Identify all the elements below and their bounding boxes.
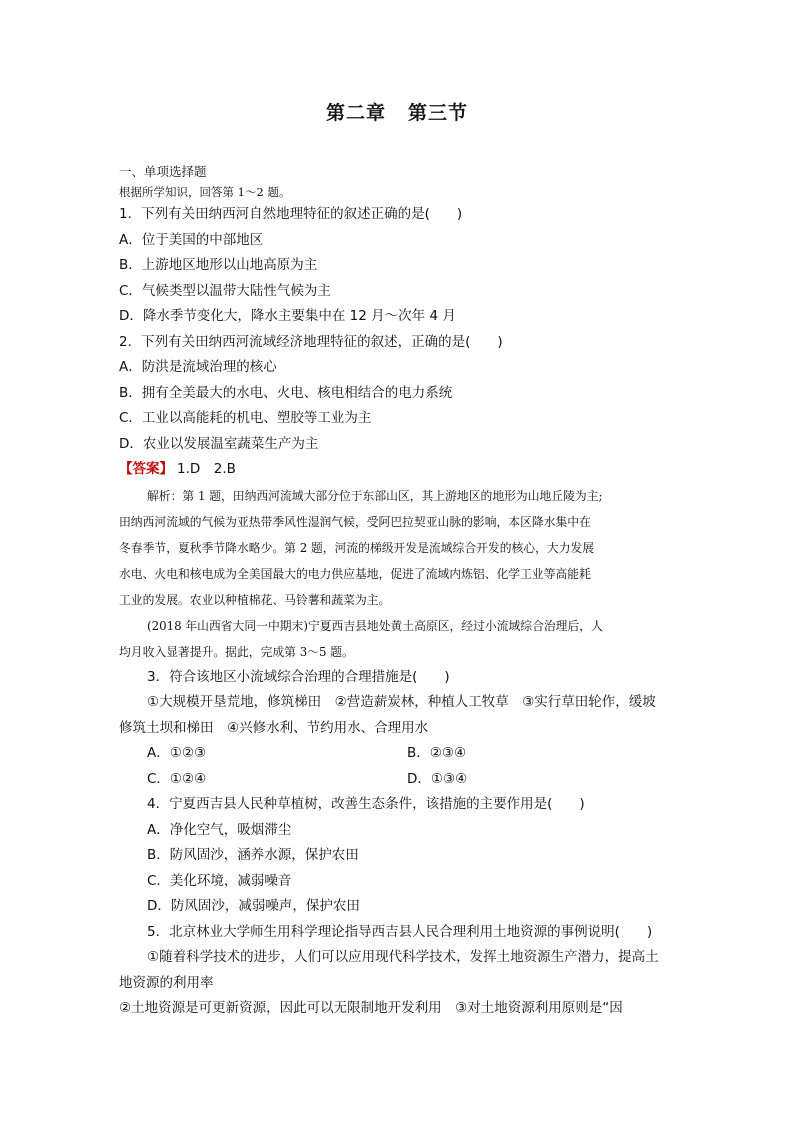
intro-text: 根据所学知识，回答第 1～2 题。 <box>119 185 291 199</box>
option-c: C．气候类型以温带大陆性气候为主 <box>119 282 331 299</box>
question-2 <box>119 330 675 458</box>
statements-line: ①随着科学技术的进步，人们可以应用现代科学技术，发挥土地资源生产潜力，提高土 <box>147 949 659 965</box>
section-heading: 一、单项选择题 <box>119 164 207 179</box>
answer-line <box>119 457 675 483</box>
question-stem: 2．下列有关田纳西河流域经济地理特征的叙述，正确的是( ) <box>119 333 503 350</box>
explanation-line: 冬春季节，夏秋季节降水略少。第 2 题，河流的梯级开发是流域综合开发的核心，大力发展 <box>119 540 595 555</box>
document-body <box>119 162 675 1022</box>
options-row <box>119 767 675 793</box>
option-c: C．美化环境，减弱噪音 <box>147 872 292 889</box>
option-d: D．①③④ <box>407 770 468 787</box>
option-c: C．①②④ <box>147 770 207 787</box>
question-3 <box>119 665 675 793</box>
question-stem: 5．北京林业大学师生用科学理论指导西吉县人民合理利用土地资源的事例说明( ) <box>147 923 653 940</box>
question-stem: 1．下列有关田纳西河自然地理特征的叙述正确的是( ) <box>119 206 463 222</box>
statements-line: 修筑土坝和梯田 ④兴修水利、节约用水、合理用水 <box>119 719 429 736</box>
material-line: (2018 年山西省大同一中期末)宁夏西吉县地处黄土高原区，经过小流域综合治理后，人 <box>147 618 603 633</box>
material-line: 均月收入显著提升。据此，完成第 3～5 题。 <box>119 644 354 659</box>
material-intro <box>119 613 675 665</box>
option-a: A．防洪是流域治理的核心 <box>119 359 277 375</box>
option-d: D．农业以发展温室蔬菜生产为主 <box>119 435 319 452</box>
explanation-line: 工业的发展。农业以种植棉花、马铃薯和蔬菜为主。 <box>119 592 391 607</box>
option-b: B．②③④ <box>407 745 467 761</box>
options-row <box>119 741 675 767</box>
question-1 <box>119 202 675 330</box>
section-title: 第三节 <box>408 102 469 124</box>
chapter-title: 第二章 <box>325 102 386 124</box>
explanation-line: 解析：第 1 题，田纳西河流域大部分位于东部山区，其上游地区的地形为山地丘陵为主; <box>147 488 603 503</box>
explanation <box>119 483 675 613</box>
option-a: A．净化空气，吸烟滞尘 <box>147 821 292 838</box>
option-c: C．工业以高能耗的机电、塑胶等工业为主 <box>119 410 372 426</box>
option-b: B．拥有全美最大的水电、火电、核电相结合的电力系统 <box>119 384 453 401</box>
explanation-line: 田纳西河流域的气候为亚热带季风性湿润气候，受阿巴拉契亚山脉的影响，本区降水集中在 <box>119 514 591 529</box>
option-b: B．上游地区地形以山地高原为主 <box>119 257 318 273</box>
statements-line: ①大规模开垦荒地，修筑梯田 ②营造薪炭林，种植人工牧草 ③实行草田轮作，缓坡 <box>147 694 656 710</box>
statements-line: ②土地资源是可更新资源，因此可以无限制地开发利用 ③对土地资源利用原则是“因 <box>119 1000 623 1016</box>
question-stem: 4．宁夏西吉县人民种草植树，改善生态条件，该措施的主要作用是( ) <box>147 796 585 812</box>
answer-label: 【答案】 <box>119 461 173 477</box>
answer-value: 1.D 2.B <box>177 461 236 477</box>
option-d: D．防风固沙，减弱噪声，保护农田 <box>147 898 360 914</box>
page-title <box>0 98 794 125</box>
option-a: A．①②③ <box>147 745 207 761</box>
option-a: A．位于美国的中部地区 <box>119 231 264 248</box>
statements-line: 地资源的利用率 <box>119 974 214 991</box>
explanation-line: 水电、火电和核电成为全美国最大的电力供应基地，促进了流域内炼铝、化学工业等高能耗 <box>119 566 591 581</box>
option-b: B．防风固沙，涵养水源，保护农田 <box>147 847 359 863</box>
option-d: D．降水季节变化大，降水主要集中在 12 月～次年 4 月 <box>119 308 456 324</box>
question-5 <box>119 920 675 1022</box>
question-stem: 3．符合该地区小流域综合治理的合理措施是( ) <box>147 668 450 685</box>
question-4 <box>119 792 675 920</box>
